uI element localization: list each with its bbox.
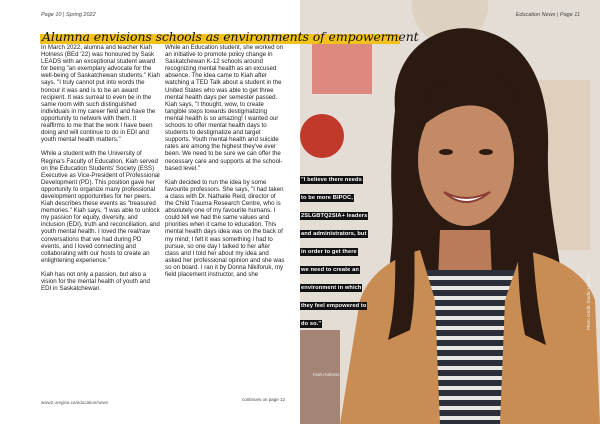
shelf: [300, 330, 340, 424]
wall-poster: [312, 44, 372, 94]
pull-quote-line: do so.": [301, 321, 322, 327]
page-folio-right: Education News | Page 11: [515, 12, 580, 18]
paragraph: Kiah has not only a passion, but also a vision for the mental health of youth and EDI in Saskatchewan.: [41, 271, 150, 293]
pull-quote-line: in order to get there: [301, 249, 357, 255]
eye-left: [439, 149, 453, 155]
pull-quote-line: environment in which: [301, 285, 362, 291]
pull-quote-line: 2SLGBTQ2SIA+ leaders: [301, 213, 368, 219]
pull-quote-line: "I believe there needs: [301, 177, 362, 183]
article-column-1: [41, 44, 161, 299]
page-folio-left: Page 10 | Spring 2022: [41, 12, 96, 18]
continued-note: continues on page 12: [242, 397, 286, 402]
footer-url: www2.uregina.ca/education/news: [41, 400, 109, 405]
eye-right: [479, 149, 493, 155]
photo-credit: Photo credit: Studio Hosmer: [586, 273, 591, 330]
article-column-2: [165, 44, 285, 285]
photo-caption: Kiah Holness: [313, 372, 340, 377]
wall-decoration-red: [300, 114, 344, 158]
pull-quote: [300, 168, 372, 330]
headline: Alumna envisions schools as environments of empowerment: [42, 29, 419, 44]
pull-quote-line: they feel empowered to: [301, 303, 367, 309]
paragraph: While an Education student, she worked on an initiative to promote policy change in Saskatchewan K-12 schools around recognizing mental health as an excused absence. The idea came to Kiah after watching a TED Talk about a student in the United States who was able to get three mental health days per semester passed. Kiah says, "I thought, wow, to create tangible steps towards destigmatizing mental health is so amazing! I wanted our schools to offer mental health days to students to destigmatize and target supports. Youth mental health and suicide rates are among the highest they've ever been. We need to be sure we can offer the necessary care and supports at the school-based level.": [165, 44, 284, 172]
pull-quote-line: to be more BIPOC,: [301, 195, 353, 201]
paragraph: In March 2022, alumna and teacher Kiah Holness (BEd '22) was honoured by Sask LEADS with an exceptional student award for being "an exemplary advocate for the well-being of Saskatchewan students." Kiah says, "I truly cannot put into words the honour it was and is to be an award recipient. It was surreal to even be in the same room with such distinguished individuals in my career field and have the opportunity to network with them. It reaffirms to me that the work I have been doing and will continue to do in EDI and youth mental health matters.": [41, 44, 160, 144]
paragraph: While a student with the University of Regina's Faculty of Education, Kiah served on the Education Students' Society (ESS) Executive as Vice-President of Professional Development (PD). This position gave her opportunity to organize many professional development opportunities for her peers. Kiah describes these events as "treasured memories." Kiah says, "I was able to unlock my passion for equity, diversity, and inclusion (EDI), truth and reconciliation, and youth mental health. I loved the real/raw conversations that we had during PD events, and I loved connecting and collaborating with our hosts to create an enlightening experience.": [41, 150, 160, 264]
paragraph: Kiah decided to run the idea by some favourite professors. She says, "I had taken a class with Dr. Nathalie Reid, director of the Child Trauma Research Centre, who is absolutely one of my favourite humans. I could tell we had the same values and priorities when it came to education. This mental health days idea was on the back of my mind; I felt it was something I had to pursue, so one day I talked to her after class and I told her about my idea and asked her professional opinion and she was so on board. I ran it by Donna Nikiforuk, my field placement instructor, and she: [165, 178, 285, 278]
pull-quote-line: we need to create an: [301, 267, 359, 273]
pull-quote-line: and administrators, but: [301, 231, 367, 237]
headline-block: [40, 29, 419, 45]
